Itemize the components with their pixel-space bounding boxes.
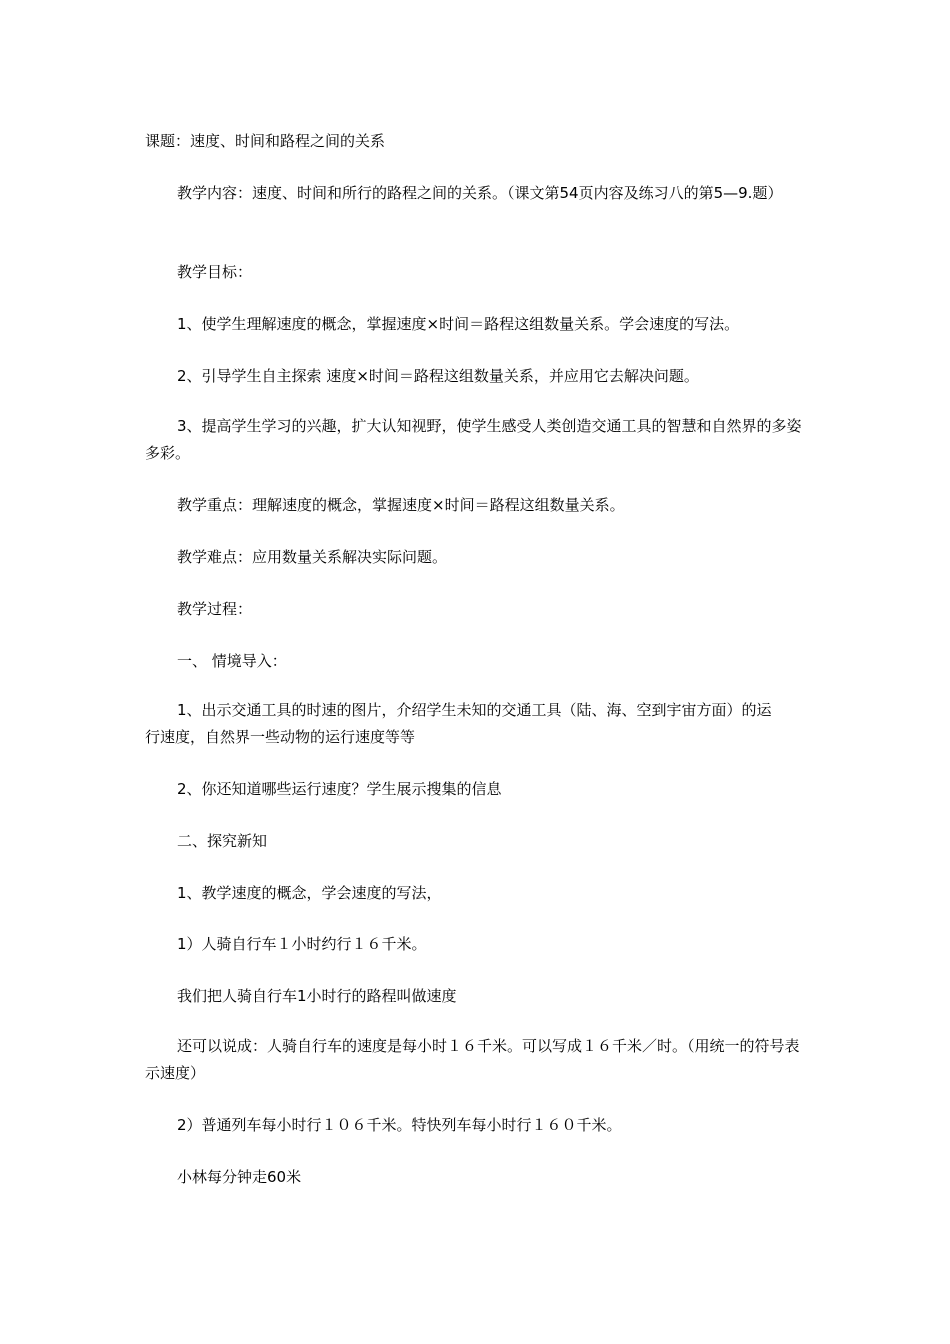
section-one-heading: 一、 情境导入： [177, 652, 287, 670]
speed-notation: 还可以说成：人骑自行车的速度是每小时１６千米。可以写成１６千米／时。（用统一的符号表示速度） [145, 1037, 800, 1082]
example-2: 2）普通列车每小时行１０６千米。特快列车每小时行１６０千米。 [177, 1116, 622, 1134]
teaching-focus: 教学重点：理解速度的概念，掌握速度×时间＝路程这组数量关系。 [177, 496, 625, 514]
teaching-goals-heading: 教学目标： [177, 263, 253, 281]
intro-item-2: 2、你还知道哪些运行速度？学生展示搜集的信息 [177, 780, 502, 798]
new-knowledge-item-1: 1、教学速度的概念，学会速度的写法， [177, 884, 442, 902]
example-3: 小林每分钟走60米 [177, 1168, 302, 1186]
example-1: 1）人骑自行车１小时约行１６千米。 [177, 935, 427, 953]
section-two-heading: 二、探究新知 [177, 832, 268, 850]
goal-1: 1、使学生理解速度的概念，掌握速度×时间＝路程这组数量关系。学会速度的写法。 [177, 315, 740, 333]
speed-definition: 我们把人骑自行车1小时行的路程叫做速度 [177, 987, 457, 1005]
goal-3: 3、提高学生学习的兴趣，扩大认知视野，使学生感受人类创造交通工具的智慧和自然界的多姿多彩。 [145, 417, 802, 462]
lesson-title: 课题：速度、时间和路程之间的关系 [145, 132, 386, 150]
goal-2: 2、引导学生自主探索 速度×时间＝路程这组数量关系，并应用它去解决问题。 [177, 367, 699, 385]
intro-item-1: 1、出示交通工具的时速的图片，介绍学生未知的交通工具（陆、海、空到宇宙方面）的运行速度，自然界一些动物的运行速度等等 [145, 701, 772, 746]
teaching-content: 教学内容：速度、时间和所行的路程之间的关系。（课文第54页内容及练习八的第5—9.题） [177, 184, 783, 202]
teaching-difficulty: 教学难点：应用数量关系解决实际问题。 [177, 548, 448, 566]
teaching-process-heading: 教学过程： [177, 600, 253, 618]
